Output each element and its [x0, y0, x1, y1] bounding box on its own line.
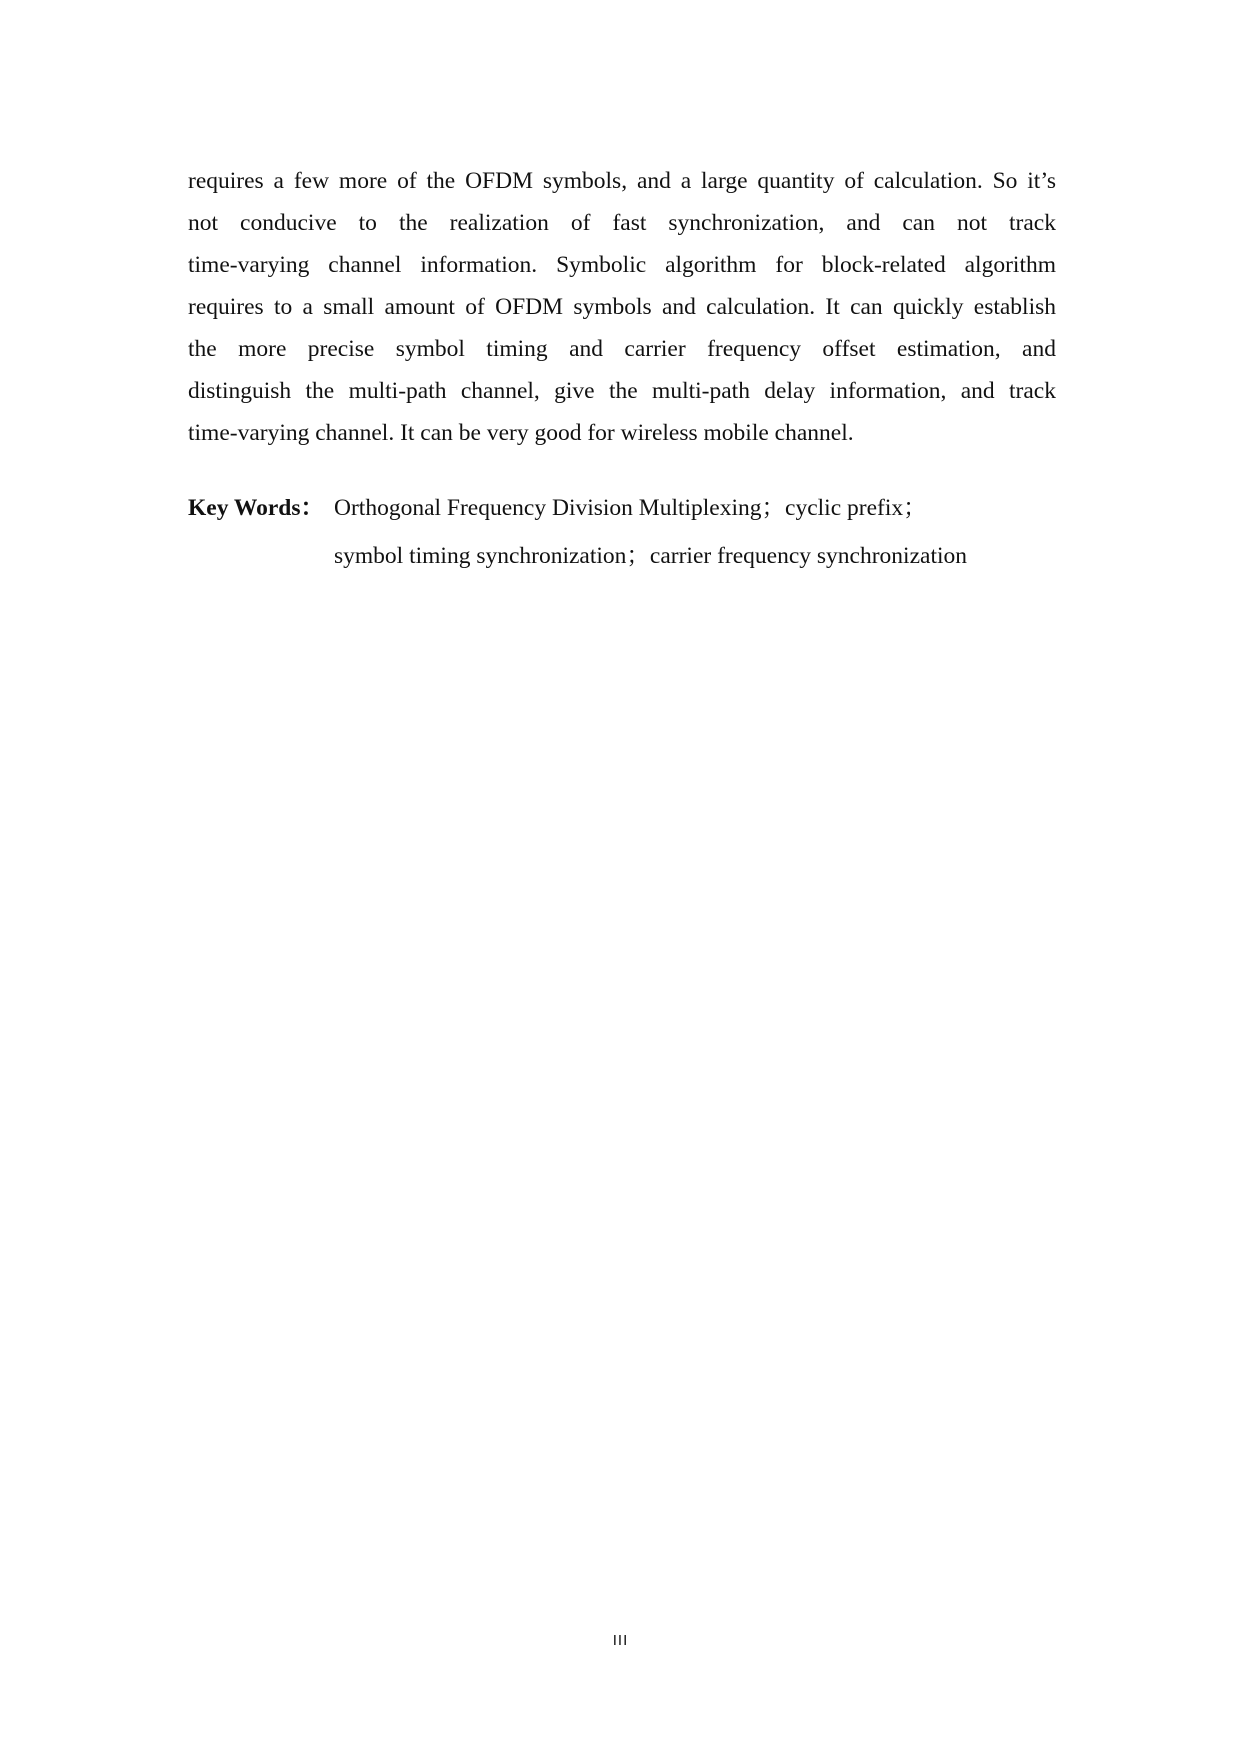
- abstract-line: the more precise symbol timing and carrier frequency offset estimation, and: [188, 336, 1056, 362]
- keywords-row-1: [188, 484, 967, 532]
- abstract-line: not conducive to the realization of fast synchronization, and can not track: [188, 210, 1056, 236]
- abstract-line: distinguish the multi-path channel, give the multi-path delay information, and track: [188, 378, 1056, 404]
- abstract-line: requires a few more of the OFDM symbols, and a large quantity of calculation. So it’s: [188, 168, 1056, 194]
- keywords-text-line-2: symbol timing synchronization；carrier frequency synchronization: [334, 543, 968, 569]
- keywords-section: [188, 484, 967, 580]
- keywords-text-line-1: Orthogonal Frequency Division Multiplexing；cyclic prefix；: [334, 495, 927, 521]
- keywords-row-2: [188, 532, 967, 580]
- keywords-indent: [188, 532, 334, 580]
- page-number: III: [612, 1632, 629, 1649]
- abstract-line: time-varying channel. It can be very good for wireless mobile channel.: [188, 420, 854, 446]
- abstract-body: [188, 160, 1056, 454]
- keywords-label: Key Words：: [188, 495, 325, 521]
- abstract-line: requires to a small amount of OFDM symbols and calculation. It can quickly establish: [188, 294, 1056, 320]
- abstract-line: time-varying channel information. Symbolic algorithm for block-related algorithm: [188, 252, 1056, 278]
